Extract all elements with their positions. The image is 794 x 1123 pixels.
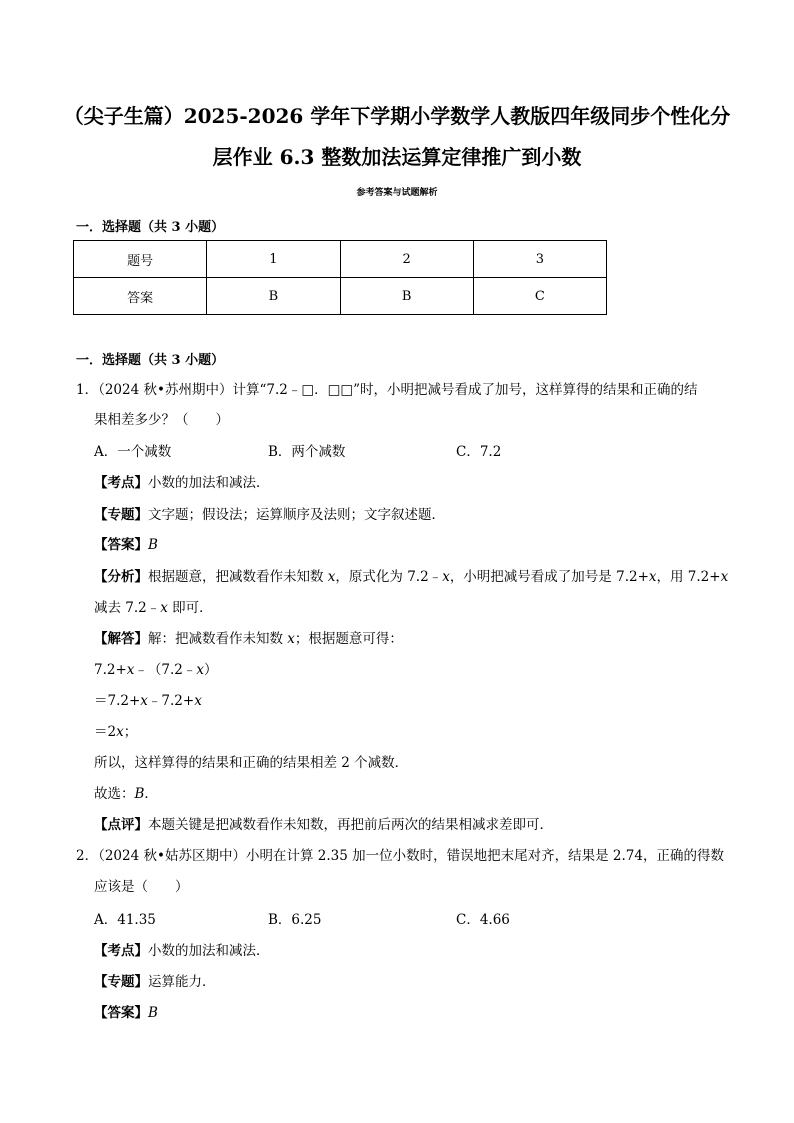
table-cell-label: 答案 [74,278,207,315]
q1-option-a: A．一个减数 [94,444,172,460]
answer-section-heading: 一．选择题（共 3 小题） [76,220,225,235]
q2-stem-line1: 2．（2024 秋•姑苏区期中）小明在计算 2.35 加一位小数时，错误地把末尾对齐，结果是 2.74，正确的得数 [76,848,724,864]
fenxi-text: ，用 7.2+ [656,569,721,585]
zhuanti-label: 【专题】 [94,507,148,523]
calc-text: ﹣（7.2﹣ [134,662,197,678]
q1-option-b: B．两个减数 [268,444,346,460]
answer-value: B [148,1005,158,1021]
calc-text: ； [123,724,138,740]
q1-calc-line1 [94,660,218,680]
variable-x: x [327,569,336,585]
q2-stem-line2: 应该是（ ） [94,879,189,895]
q2-option-c: C．4.66 [456,912,510,928]
kaodian-label: 【考点】 [94,475,148,491]
table-cell-answer: B [207,278,340,315]
q1-option-c: C．7.2 [456,444,502,460]
variable-x: x [160,600,168,616]
table-cell-number: 1 [207,241,340,278]
calc-text: ） [204,662,218,678]
calc-text: ＝7.2+ [94,693,141,709]
q2-zhuanti [94,972,216,992]
answer-value: B [148,537,158,553]
zhuanti-text: 运算能力． [148,974,216,990]
variable-x: x [140,693,148,709]
q1-final-choice [94,784,158,804]
calc-text: ＝2 [94,724,117,740]
answer-label: 【答案】 [94,1005,148,1021]
table-row [74,278,607,315]
table-cell-number: 2 [340,241,473,278]
kaodian-text: 小数的加法和减法． [148,943,270,959]
variable-x: x [720,569,729,585]
variable-x: x [196,662,205,678]
table-cell-number: 3 [473,241,606,278]
choice-text: 故选： [94,786,135,802]
q1-stem-line1: 1．（2024 秋•苏州期中）计算“7.2﹣□．□□”时，小明把减号看成了加号，这样算得的结果和正确的结 [76,382,698,398]
q2-kaodian [94,941,270,961]
fenxi-text: 根据题意，把减数看作未知数 [148,569,328,585]
choice-value: B [134,786,145,802]
document-title-line2: 层作业 6.3 整数加法运算定律推广到小数 [212,145,582,169]
calc-text: 7.2+ [94,662,127,678]
jieda-text: 解：把减数看作未知数 [148,631,288,647]
document-title-line1: （尖子生篇）2025-2026 学年下学期小学数学人教版四年级同步个性化分 [63,104,731,128]
fenxi-text: ，原式化为 7.2﹣ [335,569,443,585]
q1-conclusion: 所以，这样算得的结果和正确的结果相差 2 个减数． [94,755,409,771]
fenxi-text: ，小明把减号看成了加号是 7.2+ [449,569,649,585]
q2-answer [94,1003,158,1023]
kaodian-text: 小数的加法和减法． [148,475,270,491]
q2-option-b: B．6.25 [268,912,322,928]
q2-option-a: A．41.35 [94,912,156,928]
zhuanti-label: 【专题】 [94,974,148,990]
variable-x: x [194,693,202,709]
q1-calc-line3 [94,722,137,742]
fenxi-text: 减去 7.2﹣ [94,600,161,616]
calc-text: ﹣7.2+ [147,693,195,709]
q1-zhuanti [94,505,445,525]
q1-calc-line2 [94,691,202,711]
q1-dianping [94,815,553,835]
kaodian-label: 【考点】 [94,943,148,959]
q1-kaodian [94,473,270,493]
q1-jieda-line1 [94,629,403,649]
dianping-label: 【点评】 [94,817,148,833]
table-cell-answer: B [340,278,473,315]
solutions-section-heading: 一．选择题（共 3 小题） [76,353,225,368]
zhuanti-text: 文字题；假设法；运算顺序及法则；文字叙述题． [148,507,445,523]
fenxi-text: 即可． [167,600,213,616]
jieda-label: 【解答】 [94,631,148,647]
document-subtitle: 参考答案与试题解析 [356,188,438,198]
q1-answer [94,535,158,555]
q1-fenxi-line2 [94,598,213,618]
answer-label: 【答案】 [94,537,148,553]
variable-x: x [442,569,450,585]
table-cell-label: 题号 [74,241,207,278]
table-row [74,241,607,278]
variable-x: x [116,724,124,740]
variable-x: x [648,569,657,585]
answer-table [73,240,607,315]
fenxi-label: 【分析】 [94,569,148,585]
q1-fenxi-line1 [94,567,728,587]
variable-x: x [126,662,135,678]
choice-text: ． [144,786,158,802]
dianping-text: 本题关键是把减数看作未知数，再把前后两次的结果相减求差即可． [148,817,553,833]
table-cell-answer: C [473,278,606,315]
variable-x: x [287,631,295,647]
jieda-text: ；根据题意可得： [294,631,403,647]
q1-stem-line2: 果相差多少？（ ） [94,412,229,428]
